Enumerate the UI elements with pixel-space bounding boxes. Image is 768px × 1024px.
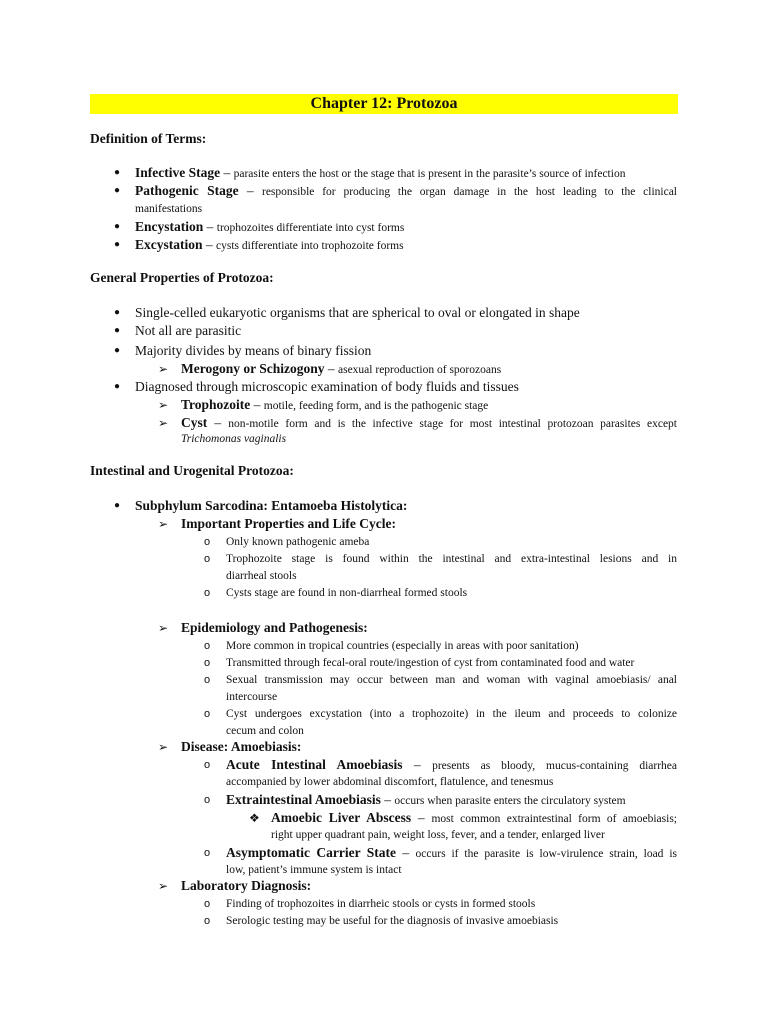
bullet-icon: ● <box>114 345 121 356</box>
cyst-item-cont: Trichomonas vaginalis <box>181 433 287 445</box>
circle-bullet-icon: o <box>204 759 211 771</box>
epidemiology-item-cont: cecum and colon <box>226 725 304 737</box>
epidemiology-item: Sexual transmission may occur between man and woman with vaginal amoebiasis/ anal <box>226 674 677 686</box>
arrow-bullet-icon: ➢ <box>158 740 169 754</box>
definitions-heading: Definition of Terms: <box>90 131 207 146</box>
circle-bullet-icon: o <box>204 915 211 927</box>
definition-infective: Infective Stage – parasite enters the host or the stage that is present in the parasite’s source of infection <box>135 165 626 180</box>
definition-pathogenic: Pathogenic Stage – responsible for producing the organ damage in the host leading to the clinical <box>135 183 678 198</box>
circle-bullet-icon: o <box>204 847 211 859</box>
disease-extraintestinal: Extraintestinal Amoebiasis – occurs when parasite enters the circulatory system <box>226 792 626 807</box>
circle-bullet-icon: o <box>204 536 211 548</box>
properties-heading: Important Properties and Life Cycle: <box>181 516 396 531</box>
arrow-bullet-icon: ➢ <box>158 398 169 412</box>
disease-carrier-cont: low, patient’s immune system is intact <box>226 864 402 876</box>
intestinal-heading: Intestinal and Urogenital Protozoa: <box>90 463 294 478</box>
lab-item: Serologic testing may be useful for the diagnosis of invasive amoebiasis <box>226 915 559 927</box>
properties-item: Trophozoite stage is found within the intestinal and extra-intestinal lesions and in <box>226 553 677 565</box>
general-heading: General Properties of Protozoa: <box>90 270 274 285</box>
bullet-icon: ● <box>114 185 121 196</box>
general-item: Not all are parasitic <box>135 323 242 338</box>
arrow-bullet-icon: ➢ <box>158 621 169 635</box>
circle-bullet-icon: o <box>204 674 211 686</box>
bullet-icon: ● <box>114 500 121 511</box>
cyst-item: Cyst – non-motile form and is the infective stage for most intestinal protozoan parasites except <box>181 415 677 430</box>
lab-heading: Laboratory Diagnosis: <box>181 878 312 893</box>
subphylum-heading: Subphylum Sarcodina: Entamoeba Histolytica: <box>135 498 408 513</box>
properties-item-cont: diarrheal stools <box>226 570 297 582</box>
bullet-icon: ● <box>114 167 121 178</box>
bullet-icon: ● <box>114 239 121 250</box>
diamond-bullet-icon: ❖ <box>249 811 260 825</box>
bullet-icon: ● <box>114 307 121 318</box>
circle-bullet-icon: o <box>204 708 211 720</box>
circle-bullet-icon: o <box>204 898 211 910</box>
general-item: Diagnosed through microscopic examination of body fluids and tissues <box>135 379 519 394</box>
general-item: Single-celled eukaryotic organisms that are spherical to oval or elongated in shape <box>135 305 580 320</box>
definition-pathogenic-cont: manifestations <box>135 203 203 215</box>
definition-encystation: Encystation – trophozoites differentiate into cyst forms <box>135 219 405 234</box>
epidemiology-item: Cyst undergoes excystation (into a trophozoite) in the ileum and proceeds to colonize <box>226 708 677 720</box>
bullet-icon: ● <box>114 325 121 336</box>
circle-bullet-icon: o <box>204 640 211 652</box>
bullet-icon: ● <box>114 381 121 392</box>
disease-liver-abscess-cont: right upper quadrant pain, weight loss, fever, and a tender, enlarged liver <box>271 829 605 841</box>
epidemiology-item: More common in tropical countries (especially in areas with poor sanitation) <box>226 640 579 652</box>
properties-item: Only known pathogenic ameba <box>226 536 370 548</box>
circle-bullet-icon: o <box>204 587 211 599</box>
merogony-item: Merogony or Schizogony – asexual reproduction of sporozoans <box>181 361 502 376</box>
arrow-bullet-icon: ➢ <box>158 362 169 376</box>
disease-carrier: Asymptomatic Carrier State – occurs if the parasite is low-virulence strain, load is <box>226 845 677 860</box>
properties-item: Cysts stage are found in non-diarrheal formed stools <box>226 587 468 599</box>
circle-bullet-icon: o <box>204 553 211 565</box>
disease-acute-cont: accompanied by lower abdominal discomfort, flatulence, and tenesmus <box>226 776 554 788</box>
circle-bullet-icon: o <box>204 657 211 669</box>
disease-liver-abscess: Amoebic Liver Abscess – most common extraintestinal form of amoebiasis; <box>271 810 678 825</box>
disease-heading: Disease: Amoebiasis: <box>181 739 302 754</box>
epidemiology-heading: Epidemiology and Pathogenesis: <box>181 620 368 635</box>
epidemiology-item: Transmitted through fecal-oral route/ingestion of cyst from contaminated food and water <box>226 657 635 669</box>
arrow-bullet-icon: ➢ <box>158 879 169 893</box>
trophozoite-item: Trophozoite – motile, feeding form, and is the pathogenic stage <box>181 397 489 412</box>
bullet-icon: ● <box>114 221 121 232</box>
lab-item: Finding of trophozoites in diarrheic stools or cysts in formed stools <box>226 898 536 910</box>
chapter-title: Chapter 12: Protozoa <box>90 94 678 114</box>
arrow-bullet-icon: ➢ <box>158 416 169 430</box>
disease-acute: Acute Intestinal Amoebiasis – presents as bloody, mucus-containing diarrhea <box>226 757 678 772</box>
epidemiology-item-cont: intercourse <box>226 691 278 703</box>
general-item: Majority divides by means of binary fission <box>135 343 372 358</box>
arrow-bullet-icon: ➢ <box>158 517 169 531</box>
definition-excystation: Excystation – cysts differentiate into trophozoite forms <box>135 237 404 252</box>
circle-bullet-icon: o <box>204 794 211 806</box>
